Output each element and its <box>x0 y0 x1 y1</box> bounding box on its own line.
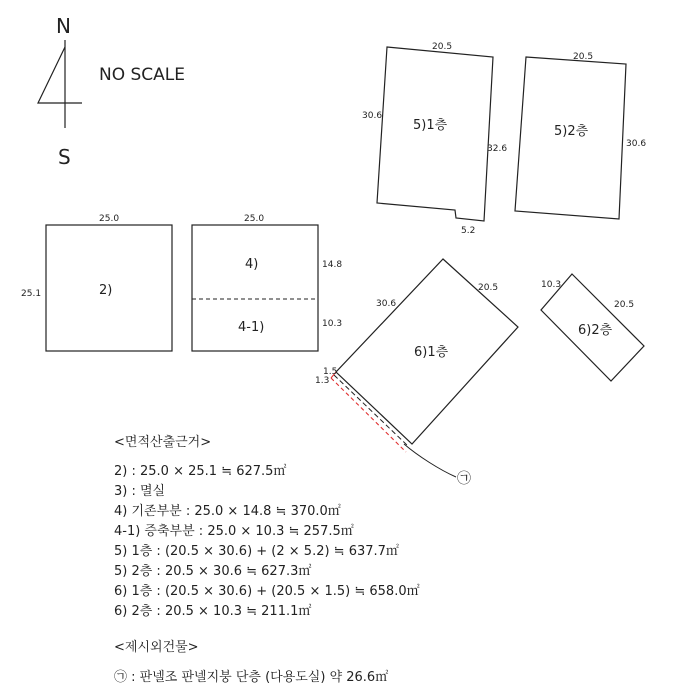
building-2-top-dim: 25.0 <box>99 214 120 224</box>
extra-building-line: ㉠ : 판넬조 판넬지붕 단층 (다용도실) 약 26.6㎡ <box>114 670 389 685</box>
building-5-2-top-dim: 20.5 <box>573 52 594 62</box>
building-6-1-right-dim: 20.5 <box>478 283 499 293</box>
building-2-label: 2) <box>99 283 113 298</box>
building-4-1-right-dim: 10.3 <box>322 319 343 329</box>
building-6-2-left-dim: 10.3 <box>541 280 562 290</box>
building-6-1-label: 6)1층 <box>414 345 449 360</box>
area-calc-line: 4-1) 증축부분 : 25.0 × 10.3 ≒ 257.5㎡ <box>114 524 354 539</box>
building-6-1-annex-outline <box>331 378 406 452</box>
building-5-2-right-dim: 30.6 <box>626 139 647 149</box>
building-4-label: 4) <box>245 257 259 272</box>
extra-building-heading: <제시외건물> <box>114 640 199 655</box>
building-5-1-top-dim: 20.5 <box>432 42 453 52</box>
building-6-1-extension-line <box>334 375 408 446</box>
building-4-top-dim: 25.0 <box>244 214 265 224</box>
annex-marker: ㉠ <box>457 471 471 487</box>
area-calc-line: 3) : 멸실 <box>114 484 166 499</box>
area-calc-line: 5) 1층 : (20.5 × 30.6) + (2 × 5.2) ≒ 637.7㎡ <box>114 544 399 559</box>
building-5-1-left-dim: 30.6 <box>362 111 383 121</box>
building-6-2-label: 6)2층 <box>578 323 613 338</box>
building-5-1-bottom-dim: 5.2 <box>461 226 476 236</box>
building-4-right-dim: 14.8 <box>322 260 343 270</box>
area-calc-line: 5) 2층 : 20.5 × 30.6 ≒ 627.3㎡ <box>114 564 312 579</box>
building-4-1-label: 4-1) <box>238 320 265 335</box>
south-label: S <box>58 145 71 169</box>
building-6-1-small-dim-1: 1.5 <box>323 367 338 377</box>
annex-leader-line <box>404 444 456 477</box>
no-scale-label: NO SCALE <box>99 65 186 85</box>
north-arrow-icon <box>38 40 82 128</box>
building-2-left-dim: 25.1 <box>21 289 42 299</box>
building-6-2-right-dim: 20.5 <box>614 300 635 310</box>
north-label: N <box>56 14 71 38</box>
building-5-2-label: 5)2층 <box>554 124 589 139</box>
area-calc-line: 2) : 25.0 × 25.1 ≒ 627.5㎡ <box>114 464 287 479</box>
building-5-1-outline <box>377 47 493 221</box>
building-5-1-right-dim: 32.6 <box>487 144 508 154</box>
building-5-1-label: 5)1층 <box>413 118 448 133</box>
area-calc-heading: <면적산출근거> <box>114 435 212 450</box>
area-calc-line: 6) 2층 : 20.5 × 10.3 ≒ 211.1㎡ <box>114 604 312 619</box>
building-6-1-small-dim-2: 1.3 <box>315 376 330 386</box>
building-6-1-left-dim: 30.6 <box>376 299 397 309</box>
area-calc-line: 4) 기존부분 : 25.0 × 14.8 ≒ 370.0㎡ <box>114 504 341 519</box>
area-calc-line: 6) 1층 : (20.5 × 30.6) + (20.5 × 1.5) ≒ 658.0㎡ <box>114 584 420 599</box>
